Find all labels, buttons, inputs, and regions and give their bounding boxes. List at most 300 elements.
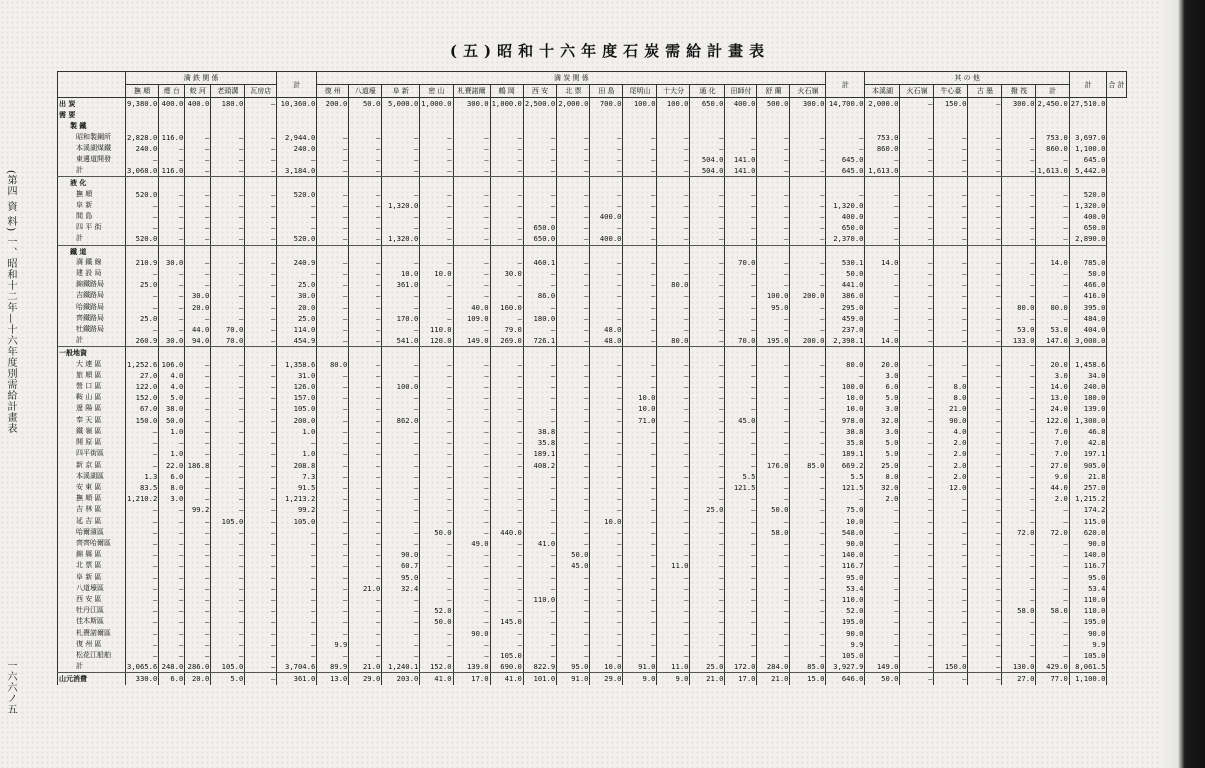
table-cell: — (1002, 200, 1036, 211)
table-cell: — (1036, 628, 1069, 639)
table-cell: — (453, 437, 490, 448)
table-cell: — (420, 313, 453, 324)
table-cell: — (690, 143, 725, 154)
table-cell: — (349, 460, 382, 471)
table-cell: — (657, 359, 690, 370)
table-cell (557, 177, 590, 189)
table-cell: — (657, 594, 690, 605)
table-cell: — (557, 538, 590, 549)
table-cell: — (453, 359, 490, 370)
table-cell: 1,100.0 (1069, 143, 1107, 154)
table-cell: — (1002, 132, 1036, 143)
table-cell: — (657, 268, 690, 279)
table-cell: 5.0 (865, 392, 900, 403)
table-cell: — (657, 381, 690, 392)
table-cell: — (126, 437, 159, 448)
table-cell: — (420, 650, 453, 661)
table-cell: — (420, 132, 453, 143)
table-cell: — (757, 583, 790, 594)
table-cell: — (245, 460, 277, 471)
page-number: 一六六ノ五 (5, 660, 16, 715)
table-cell: 11.0 (657, 661, 690, 673)
table-cell: — (657, 415, 690, 426)
table-cell: — (757, 313, 790, 324)
table-cell: — (490, 493, 523, 504)
table-cell: — (349, 302, 382, 313)
header-group: 計 (1069, 72, 1107, 98)
table-cell: 80.0 (657, 279, 690, 290)
table-cell: 58.0 (757, 527, 790, 538)
table-cell: — (590, 290, 623, 301)
table-cell: — (523, 165, 556, 177)
table-cell: 70.0 (211, 324, 245, 335)
table-cell: — (557, 335, 590, 347)
table-cell: — (453, 448, 490, 459)
table-cell: — (934, 639, 968, 650)
table-cell (382, 109, 420, 120)
table-cell: — (185, 403, 211, 414)
row-label: 吉鐵路局 (58, 290, 126, 301)
header-column: 撫 順 (126, 85, 159, 98)
table-cell: — (245, 628, 277, 639)
table-row (58, 279, 1127, 290)
table-cell: — (968, 290, 1002, 301)
table-cell: — (657, 471, 690, 482)
table-cell: — (968, 594, 1002, 605)
table-cell: — (657, 370, 690, 381)
table-cell: — (349, 257, 382, 268)
table-cell: — (690, 471, 725, 482)
table-cell: — (865, 324, 900, 335)
table-cell: 400.0 (1069, 211, 1107, 222)
header-column: 田師付 (725, 85, 757, 98)
table-cell: — (1036, 516, 1069, 527)
table-cell: — (1002, 516, 1036, 527)
table-cell: — (317, 268, 349, 279)
table-cell: — (1002, 448, 1036, 459)
table-cell: — (349, 504, 382, 515)
table-row (58, 527, 1127, 538)
table-cell: 3.0 (865, 370, 900, 381)
table-cell: — (790, 628, 826, 639)
table-cell: — (590, 403, 623, 414)
table-cell: — (790, 426, 826, 437)
table-row (58, 109, 1127, 120)
table-cell (725, 120, 757, 131)
table-cell: — (557, 426, 590, 437)
table-cell: — (900, 661, 934, 673)
table-cell: — (657, 516, 690, 527)
table-cell: — (490, 426, 523, 437)
table-cell: — (245, 222, 277, 233)
table-cell: — (349, 381, 382, 392)
table-cell: — (623, 132, 657, 143)
row-label: 撫 順 區 (58, 493, 126, 504)
table-cell (725, 109, 757, 120)
table-cell: 32.0 (865, 482, 900, 493)
header-column: 鶴 岡 (490, 85, 523, 98)
table-cell: — (382, 165, 420, 177)
table-cell: — (968, 605, 1002, 616)
table-cell: — (185, 211, 211, 222)
table-cell: — (349, 290, 382, 301)
table-cell: — (490, 313, 523, 324)
table-cell: — (590, 370, 623, 381)
table-cell: 90.0 (826, 538, 865, 549)
table-cell: — (968, 324, 1002, 335)
table-cell (557, 245, 590, 257)
table-cell: — (757, 650, 790, 661)
table-cell: — (623, 527, 657, 538)
header-column: 計 (1036, 85, 1069, 98)
table-cell: — (159, 233, 185, 245)
table-cell: — (245, 313, 277, 324)
table-cell: — (757, 471, 790, 482)
table-cell: — (1002, 392, 1036, 403)
table-cell: — (382, 527, 420, 538)
table-cell: — (757, 403, 790, 414)
table-cell: 361.0 (277, 673, 317, 685)
table-cell: — (690, 189, 725, 200)
table-cell: 860.0 (865, 143, 900, 154)
table-cell: — (968, 650, 1002, 661)
table-cell: — (968, 437, 1002, 448)
table-cell: — (865, 268, 900, 279)
table-cell: — (159, 437, 185, 448)
table-cell (277, 245, 317, 257)
table-cell (934, 177, 968, 189)
table-cell: — (790, 504, 826, 515)
table-cell: — (126, 628, 159, 639)
row-label: 松花江船舶 (58, 650, 126, 661)
table-cell: 71.0 (623, 415, 657, 426)
table-cell: — (934, 211, 968, 222)
row-label: 四 平 街 (58, 222, 126, 233)
table-cell: — (623, 200, 657, 211)
table-cell: — (623, 572, 657, 583)
table-cell: — (420, 628, 453, 639)
row-label: 大 連 區 (58, 359, 126, 370)
table-cell: 110.0 (523, 594, 556, 605)
table-cell: — (1002, 437, 1036, 448)
table-cell: 408.2 (523, 460, 556, 471)
table-cell: — (1036, 290, 1069, 301)
table-cell: 3,697.0 (1069, 132, 1107, 143)
table-cell: — (185, 233, 211, 245)
table-cell: — (757, 370, 790, 381)
row-label: 西 安 區 (58, 594, 126, 605)
table-cell: — (968, 639, 1002, 650)
table-row (58, 415, 1127, 426)
table-cell: 20.0 (277, 302, 317, 313)
table-cell: 110.0 (826, 594, 865, 605)
table-cell (757, 177, 790, 189)
table-cell: 25.0 (126, 279, 159, 290)
table-cell: — (790, 403, 826, 414)
table-cell: — (790, 211, 826, 222)
table-cell: 1,613.0 (1037, 166, 1068, 176)
table-cell: — (934, 516, 968, 527)
table-cell: — (211, 426, 245, 437)
table-cell: — (725, 527, 757, 538)
table-cell: — (245, 549, 277, 560)
header-group: 計 (277, 72, 317, 98)
table-cell (211, 347, 245, 359)
table-cell: 2,450.0 (1037, 99, 1068, 108)
table-cell (1069, 177, 1107, 189)
table-cell: — (623, 335, 657, 347)
table-cell: — (557, 381, 590, 392)
table-cell: — (790, 560, 826, 571)
table-cell: — (934, 222, 968, 233)
table-cell: 7.0 (1036, 426, 1069, 437)
table-cell: — (725, 143, 757, 154)
table-cell: — (317, 572, 349, 583)
table-cell: — (900, 493, 934, 504)
table-cell: 25.0 (690, 504, 725, 515)
table-cell: — (968, 572, 1002, 583)
row-label: 計 (58, 335, 126, 347)
table-cell (420, 177, 453, 189)
table-cell: — (523, 583, 556, 594)
table-cell: 91.5 (277, 482, 317, 493)
table-cell: — (790, 222, 826, 233)
table-cell: — (790, 549, 826, 560)
table-cell (900, 347, 934, 359)
table-cell: — (826, 143, 865, 154)
table-cell: 4.0 (159, 370, 185, 381)
table-cell: — (523, 616, 556, 627)
table-cell: — (245, 302, 277, 313)
table-cell: — (900, 572, 934, 583)
table-cell: — (623, 560, 657, 571)
table-cell: — (1002, 549, 1036, 560)
table-cell (826, 245, 865, 257)
table-cell: — (245, 165, 277, 177)
table-cell: — (790, 154, 826, 165)
table-cell (490, 245, 523, 257)
table-cell: — (159, 200, 185, 211)
table-cell: — (590, 594, 623, 605)
table-cell: — (382, 143, 420, 154)
table-cell: — (557, 359, 590, 370)
document-title: (五)昭和十六年度石炭需給計畫表 (449, 42, 771, 60)
table-cell: — (790, 313, 826, 324)
table-cell: — (590, 381, 623, 392)
table-cell: — (126, 650, 159, 661)
table-cell: — (725, 583, 757, 594)
table-cell: — (420, 482, 453, 493)
table-cell (623, 177, 657, 189)
table-cell: — (725, 493, 757, 504)
table-cell: 30.0 (277, 290, 317, 301)
table-cell (557, 347, 590, 359)
table-cell: — (317, 605, 349, 616)
table-cell: — (790, 370, 826, 381)
table-cell: — (657, 493, 690, 504)
table-cell: — (657, 504, 690, 515)
table-cell: — (1036, 268, 1069, 279)
table-cell (826, 120, 865, 131)
table-cell: — (185, 154, 211, 165)
table-cell: — (900, 403, 934, 414)
table-cell: 9.9 (826, 639, 865, 650)
table-cell: — (657, 290, 690, 301)
table-cell: — (1036, 222, 1069, 233)
table-cell: — (900, 268, 934, 279)
table-cell: — (277, 154, 317, 165)
table-cell: — (317, 460, 349, 471)
table-cell: 5,000.0 (382, 98, 420, 110)
table-cell: — (420, 165, 453, 177)
table-cell: — (790, 381, 826, 392)
table-cell: 645.0 (826, 165, 865, 177)
table-cell: — (490, 516, 523, 527)
table-cell: — (523, 302, 556, 313)
table-cell: 646.0 (826, 673, 865, 685)
table-cell: — (623, 639, 657, 650)
table-row (58, 594, 1127, 605)
table-cell: — (968, 200, 1002, 211)
table-cell: — (211, 189, 245, 200)
table-cell: — (382, 504, 420, 515)
table-cell: — (968, 628, 1002, 639)
table-cell: — (185, 493, 211, 504)
table-cell: — (317, 650, 349, 661)
table-cell: — (211, 549, 245, 560)
header-column: 西 安 (523, 85, 556, 98)
table-cell (1036, 177, 1069, 189)
table-cell: 1,213.2 (277, 493, 317, 504)
table-cell: — (490, 605, 523, 616)
table-cell: — (826, 370, 865, 381)
table-row (58, 650, 1127, 661)
table-cell: — (420, 403, 453, 414)
table-cell: — (590, 605, 623, 616)
table-cell (453, 109, 490, 120)
table-cell: — (657, 313, 690, 324)
table-cell: — (557, 482, 590, 493)
table-row (58, 605, 1127, 616)
table-cell: — (245, 516, 277, 527)
table-cell: — (725, 605, 757, 616)
header-group: 計 (826, 72, 865, 98)
table-cell: 210.9 (126, 257, 159, 268)
table-cell: — (1002, 460, 1036, 471)
table-cell: — (690, 415, 725, 426)
table-cell: — (934, 132, 968, 143)
table-cell: — (725, 211, 757, 222)
table-cell: — (211, 403, 245, 414)
table-cell: — (453, 594, 490, 605)
table-cell: — (245, 98, 277, 110)
table-cell: — (420, 471, 453, 482)
row-label: 製 鐵 (58, 120, 126, 131)
table-cell: — (126, 460, 159, 471)
table-cell: — (623, 233, 657, 245)
table-cell: — (523, 268, 556, 279)
table-cell: 105.0 (211, 516, 245, 527)
table-cell: — (349, 165, 382, 177)
table-cell (185, 347, 211, 359)
table-cell: — (211, 572, 245, 583)
table-cell (657, 347, 690, 359)
table-cell: — (657, 572, 690, 583)
table-cell (934, 109, 968, 120)
table-cell: — (349, 448, 382, 459)
row-label: 鞍 山 區 (58, 392, 126, 403)
table-cell (382, 177, 420, 189)
table-cell: — (790, 302, 826, 313)
table-cell: 14.0 (1036, 381, 1069, 392)
table-cell: 133.0 (1002, 335, 1036, 347)
table-cell: 1,320.0 (382, 233, 420, 245)
table-row (58, 504, 1127, 515)
table-cell: 130.0 (1002, 661, 1036, 673)
table-cell: — (557, 527, 590, 538)
table-cell: — (623, 471, 657, 482)
table-cell: — (126, 324, 159, 335)
table-cell (934, 120, 968, 131)
table-cell: — (690, 549, 725, 560)
table-cell: 669.2 (826, 460, 865, 471)
table-cell: 300.0 (453, 98, 490, 110)
table-cell: — (490, 504, 523, 515)
table-cell (725, 177, 757, 189)
table-cell: — (185, 370, 211, 381)
table-cell (590, 347, 623, 359)
table-cell: — (523, 403, 556, 414)
table-cell: — (420, 392, 453, 403)
table-cell: — (590, 448, 623, 459)
table-cell: — (277, 200, 317, 211)
table-cell: — (245, 605, 277, 616)
table-cell: — (453, 605, 490, 616)
table-cell: — (245, 594, 277, 605)
table-cell: 3,000.0 (1069, 335, 1107, 347)
table-cell: — (790, 583, 826, 594)
table-cell: 100.0 (623, 98, 657, 110)
table-cell: — (245, 560, 277, 571)
table-cell: — (490, 560, 523, 571)
table-cell: 90.0 (382, 549, 420, 560)
table-cell: 10.0 (826, 392, 865, 403)
table-cell (277, 177, 317, 189)
table-cell: — (185, 616, 211, 627)
table-cell: 541.0 (382, 335, 420, 347)
row-label: 本溪湖煤鐵 (58, 143, 126, 154)
table-cell: — (900, 560, 934, 571)
table-cell: 400.0 (590, 233, 623, 245)
row-label: 錦鐵路局 (58, 279, 126, 290)
table-row (58, 392, 1127, 403)
table-cell: — (900, 616, 934, 627)
table-row (58, 426, 1127, 437)
table-cell: 50.0 (557, 549, 590, 560)
row-label: 一般地資 (58, 347, 126, 359)
row-label: 液 化 (58, 177, 126, 189)
table-cell: 152.0 (420, 661, 453, 673)
table-cell: 45.0 (725, 415, 757, 426)
table-cell: — (349, 211, 382, 222)
table-cell: — (623, 628, 657, 639)
table-row (58, 448, 1127, 459)
table-cell (211, 245, 245, 257)
table-cell: — (657, 650, 690, 661)
table-cell: — (900, 98, 934, 110)
table-cell: — (865, 290, 900, 301)
table-cell: — (126, 268, 159, 279)
